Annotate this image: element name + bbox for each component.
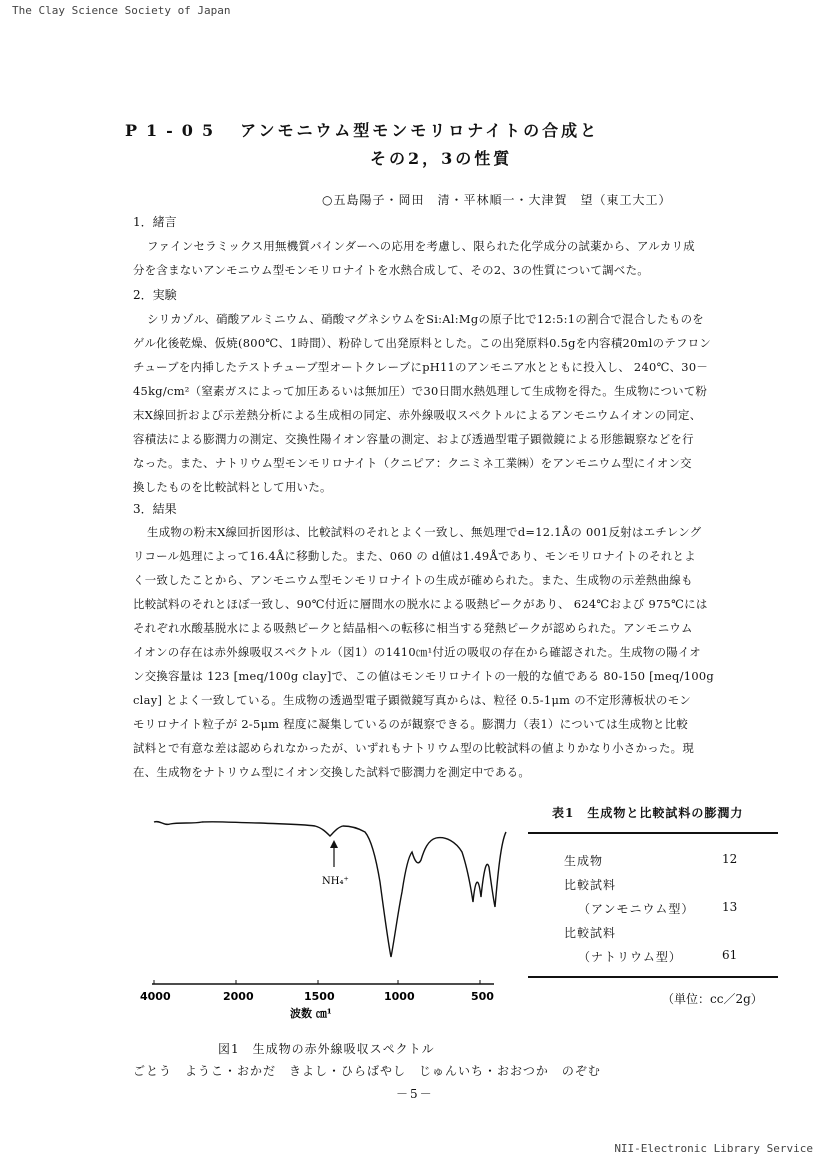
body-line: 換したものを比較試料として用いた。 — [133, 480, 332, 494]
table-bottom-rule — [528, 976, 778, 978]
nh4-peak-label: NH₄⁺ — [322, 876, 349, 887]
x-tick-label: 4000 — [140, 990, 171, 1003]
table-row-value: 13 — [722, 900, 738, 914]
x-tick-label: 1000 — [384, 990, 415, 1003]
body-line: 45kg/cm²（窒素ガスによって加圧あるいは無加圧）で30日間水熱処理して生成物を得た。生成物について粉 — [133, 384, 708, 398]
body-line: シリカゾル、硝酸アルミニウム、硝酸マグネシウムをSi:Al:Mgの原子比で12:5:1の割合で混合したものを — [147, 312, 704, 326]
body-line: clay] とよく一致している。生成物の透過型電子顕微鏡写真からは、粒径 0.5-1μm の不定形薄板状のモン — [133, 693, 692, 707]
paper-title-line2: その2，3の性質 — [370, 149, 513, 168]
table-row-label: （アンモニウム型） — [578, 902, 695, 916]
paper-code: P1-05 — [125, 121, 223, 140]
figure-caption: 図1 生成物の赤外線吸収スペクトル — [218, 1042, 435, 1056]
body-line: なった。また、ナトリウム型モンモリロナイト（クニピア：クニミネ工業㈱）をアンモニウム型にイオン交 — [133, 456, 692, 470]
ir-spectrum-figure — [140, 812, 510, 1042]
author-names-kana: ごとう ようこ・おかだ きよし・ひらばやし じゅんいち・おおつか のぞむ — [133, 1064, 601, 1078]
table-unit-note: （単位：cc／2g） — [662, 992, 763, 1006]
body-line: 在、生成物をナトリウム型にイオン交換した試料で膨潤力を測定中である。 — [133, 765, 531, 779]
body-line: イオンの存在は赤外線吸収スペクトル（図1）の1410㎝¹付近の吸収の存在から確認された。生成物の陽イオ — [133, 645, 701, 659]
paper-title-line1 — [125, 118, 599, 141]
table-row-label: 生成物 — [564, 854, 604, 868]
body-line: く一致したことから、アンモニウム型モンモリロナイトの生成が確められた。また、生成物の示差熱曲線も — [133, 573, 693, 587]
body-line: 比較試料のそれとほぼ一致し、90℃付近に層間水の脱水による吸熱ピークがあり、 624℃および 975℃には — [133, 597, 708, 611]
table-row-value: 12 — [722, 852, 738, 866]
nh4-arrowhead — [330, 840, 338, 848]
table-title: 表1 生成物と比較試料の膨潤力 — [552, 806, 744, 820]
x-axis-label: 波数 ㎝¹ — [290, 1007, 332, 1020]
table-row-label: 比較試料 — [564, 878, 617, 892]
page-number: －5－ — [396, 1087, 434, 1101]
section-heading-experimental: 2．実験 — [133, 288, 177, 302]
body-line: 末X線回折および示差熱分析による生成相の同定、赤外線吸収スペクトルによるアンモニウムイオンの同定、 — [133, 408, 702, 422]
table-top-rule — [528, 832, 778, 834]
library-footer: NII-Electronic Library Service — [614, 1142, 813, 1155]
body-line: ファインセラミックス用無機質バインダーへの応用を考慮し、限られた化学成分の試薬から、アルカリ成 — [147, 239, 695, 253]
author-list: ○五島陽子・岡田 清・平林順一・大津賀 望（東工大工） — [322, 193, 672, 207]
body-line: ン交換容量は 123 [meq/100g clay]で、この値はモンモリロナイトの一般的な値である 80-150 [meq/100g — [133, 669, 715, 683]
body-line: ゲル化後乾燥、仮焼(800℃、1時間）、粉砕して出発原料とした。この出発原料0.5gを内容積20mlのテフロン — [133, 336, 712, 350]
body-line: それぞれ水酸基脱水による吸熱ピークと結晶相への転移に相当する発熱ピークが認められた。アンモニウム — [133, 621, 693, 635]
title-text-line1: アンモニウム型モンモリロナイトの合成と — [240, 121, 600, 140]
x-tick-label: 2000 — [223, 990, 254, 1003]
body-line: 生成物の粉末X線回折図形は、比較試料のそれとよく一致し、無処理でd=12.1Åの 001反射はエチレング — [147, 525, 702, 539]
section-heading-introduction: 1．緒言 — [133, 215, 177, 229]
body-line: 分を含まないアンモニウム型モンモリロナイトを水熱合成して、その2、3の性質について調べた。 — [133, 263, 649, 277]
x-tick-label: 1500 — [304, 990, 335, 1003]
body-line: 試料とで有意な差は認められなかったが、いずれもナトリウム型の比較試料の値よりかなり小さかった。現 — [133, 741, 695, 755]
body-line: モリロナイト粒子が 2-5μm 程度に凝集しているのが観察できる。膨潤力（表1）については生成物と比較 — [133, 717, 689, 731]
x-tick-label: 500 — [471, 990, 494, 1003]
spectrum-curve — [154, 822, 506, 957]
section-heading-results: 3．結果 — [133, 502, 177, 516]
body-line: チューブを内挿したテストチューブ型オートクレーブにpH11のアンモニア水とともに投入し、 240℃、30－ — [133, 360, 709, 374]
table-row-value: 61 — [722, 948, 738, 962]
journal-header: The Clay Science Society of Japan — [12, 4, 231, 17]
table-row-label: 比較試料 — [564, 926, 617, 940]
body-line: 容積法による膨潤力の測定、交換性陽イオン容量の測定、および透過型電子顕微鏡による形態観察などを行 — [133, 432, 694, 446]
body-line: リコール処理によって16.4Åに移動した。また、060 の d値は1.49Åであり、モンモリロナイトのそれとよ — [133, 549, 696, 563]
table-row-label: （ナトリウム型） — [578, 950, 682, 964]
swelling-table — [528, 800, 778, 1010]
